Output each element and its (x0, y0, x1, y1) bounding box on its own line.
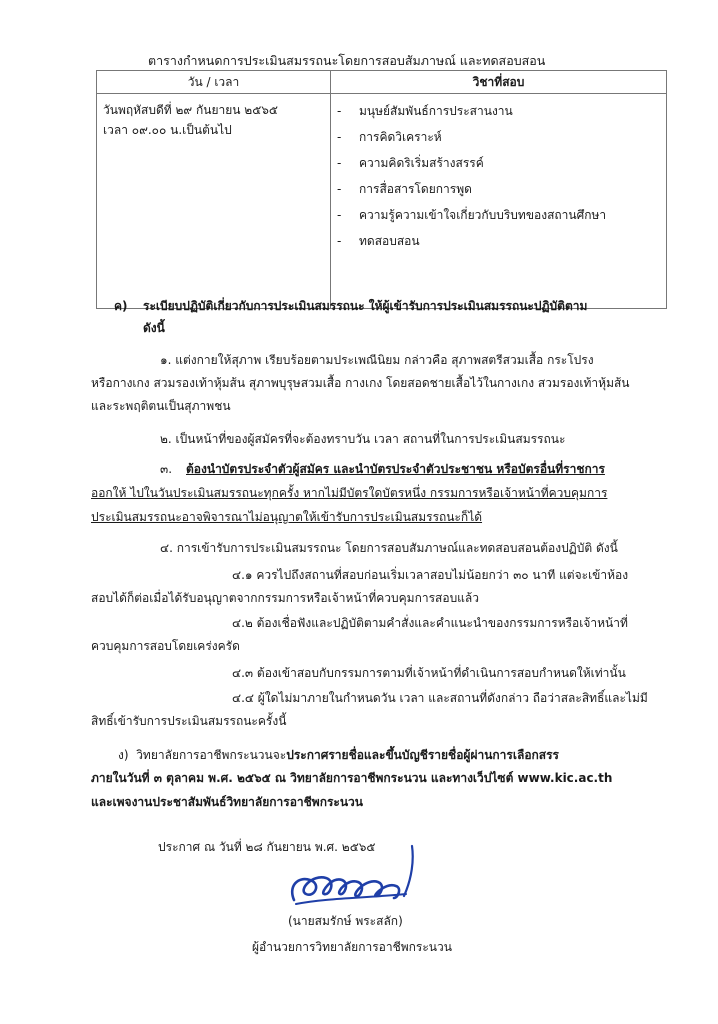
subject-label: ทดสอบสอน (359, 234, 420, 248)
section-d-line-2: ภายในวันที่ ๓ ตุลาคม พ.ศ. ๒๕๖๕ ณ วิทยาลัยการอาชีพกระนวน และทางเว็ปไซต์ www.kic.ac.th (91, 771, 613, 785)
rule-4-4-line-2: สิทธิ์เข้ารับการประเมินสมรรถนะครั้งนี้ (91, 714, 287, 728)
table-header-row (97, 71, 667, 94)
signer-title: ผู้อำนวยการวิทยาลัยการอาชีพกระนวน (252, 940, 452, 954)
rule-4: ๔. การเข้ารับการประเมินสมรรถนะ โดยการสอบสัมภาษณ์และทดสอบสอนต้องปฏิบัติ ดังนี้ (160, 541, 618, 555)
dash-bullet: - (337, 130, 342, 144)
list-item (337, 228, 666, 254)
rule-4-1-line-1: ๔.๑ ควรไปถึงสถานที่สอบก่อนเริ่มเวลาสอบไม่น้อยกว่า ๓๐ นาที แต่จะเข้าห้อง (232, 568, 629, 582)
section-c-heading-cont: ดังนี้ (143, 321, 165, 335)
list-item (337, 98, 666, 124)
rule-4-3: ๔.๓ ต้องเข้าสอบกับกรรมการตามที่เจ้าหน้าที่ดำเนินการสอบกำหนดให้เท่านั้น (232, 666, 626, 680)
rule-4-1-line-2: สอบได้ก็ต่อเมื่อได้รับอนุญาตจากกรรมการหรือเจ้าหน้าที่ควบคุมการสอบแล้ว (91, 591, 480, 605)
section-c-marker: ค) (114, 299, 128, 313)
section-d-bold-text: ประกาศรายชื่อและขึ้นบัญชีรายชื่อผู้ผ่านการเลือกสรร (286, 748, 560, 762)
rule-3-line-2: ออกให้ ไปในวันประเมินสมรรถนะทุกครั้ง หากไม่มีบัตรใดบัตรหนึ่ง กรรมการหรือเจ้าหน้าที่ควบคุมการ (91, 486, 608, 500)
rule-1-line-2: หรือกางเกง สวมรองเท้าหุ้มส้น สุภาพบุรุษสวมเสื้อ กางเกง โดยสอดชายเสื้อไว้ในกางเกง สวมรองเท้าหุ้มส้น (91, 376, 630, 390)
subject-label: การคิดวิเคราะห์ (359, 130, 442, 144)
rule-4-2-line-2: ควบคุมการสอบโดยเคร่งครัด (91, 639, 240, 653)
dash-bullet: - (337, 104, 342, 118)
dash-bullet: - (337, 156, 342, 170)
list-item (337, 124, 666, 150)
dash-bullet: - (337, 182, 342, 196)
rule-2: ๒. เป็นหน้าที่ของผู้สมัครที่จะต้องทราบวัน เวลา สถานที่ในการประเมินสมรรถนะ (160, 432, 566, 446)
signer-name: (นายสมรักษ์ พระสลัก) (288, 914, 403, 928)
header-date-time: วัน / เวลา (97, 71, 331, 94)
section-d-text: วิทยาลัยการอาชีพกระนวนจะ (136, 748, 287, 762)
rule-4-4-line-1: ๔.๔ ผู้ใดไม่มาภายในกำหนดวัน เวลา และสถานที่ดังกล่าว ถือว่าสละสิทธิ์และไม่มี (232, 691, 648, 705)
section-d-marker: ง) (118, 748, 129, 762)
subject-label: ความรู้ความเข้าใจเกี่ยวกับบริบทของสถานศึกษา (359, 208, 607, 222)
section-c-heading: ระเบียบปฏิบัติเกี่ยวกับการประเมินสมรรถนะ ให้ผู้เข้ารับการประเมินสมรรถนะปฏิบัติตาม (143, 299, 588, 313)
schedule-table (96, 70, 667, 309)
rule-3-line-3: ประเมินสมรรถนะอาจพิจารณาไม่อนุญาตให้เข้ารับการประเมินสมรรถนะก็ได้ (91, 510, 483, 524)
list-item (337, 176, 666, 202)
rule-1-line-3: และระพฤติตนเป็นสุภาพชน (91, 399, 231, 413)
date-cell (97, 94, 331, 309)
rule-3-number: ๓. (160, 462, 173, 476)
section-d-line-1 (118, 746, 559, 764)
signature-image (286, 838, 436, 916)
list-item (337, 150, 666, 176)
table-row (97, 94, 667, 309)
subject-label: มนุษย์สัมพันธ์การประสานงาน (359, 104, 513, 118)
list-item (337, 202, 666, 228)
table-title: ตารางกำหนดการประเมินสมรรถนะโดยการสอบสัมภาษณ์ และทดสอบสอน (148, 53, 546, 68)
subject-label: ความคิดริเริ่มสร้างสรรค์ (359, 156, 484, 170)
rule-3-line-1: ต้องนำบัตรประจำตัวผู้สมัคร และนำบัตรประจำตัวประชาชน หรือบัตรอื่นที่ราชการ (186, 462, 605, 476)
exam-time: เวลา ๐๙.๐๐ น.เป็นต้นไป (103, 123, 232, 137)
subjects-cell (331, 94, 667, 309)
announce-date: ประกาศ ณ วันที่ ๒๘ กันยายน พ.ศ. ๒๕๖๕ (158, 840, 376, 854)
rule-1-line-1: ๑. แต่งกายให้สุภาพ เรียบร้อยตามประเพณีนิยม กล่าวคือ สุภาพสตรีสวมเสื้อ กระโปรง (160, 353, 594, 367)
subject-label: การสื่อสารโดยการพูด (359, 182, 472, 196)
rule-4-2-line-1: ๔.๒ ต้องเชื่อฟังและปฏิบัติตามคำสั่งและคำแนะนำของกรรมการหรือเจ้าหน้าที่ (232, 616, 628, 630)
section-d-line-3: และเพจงานประชาสัมพันธ์วิทยาลัยการอาชีพกระนวน (91, 795, 363, 809)
dash-bullet: - (337, 208, 342, 222)
subject-list (331, 94, 666, 254)
exam-date: วันพฤหัสบดีที่ ๒๙ กันยายน ๒๕๖๕ (103, 103, 278, 117)
header-subjects: วิชาที่สอบ (331, 71, 667, 94)
dash-bullet: - (337, 234, 342, 248)
